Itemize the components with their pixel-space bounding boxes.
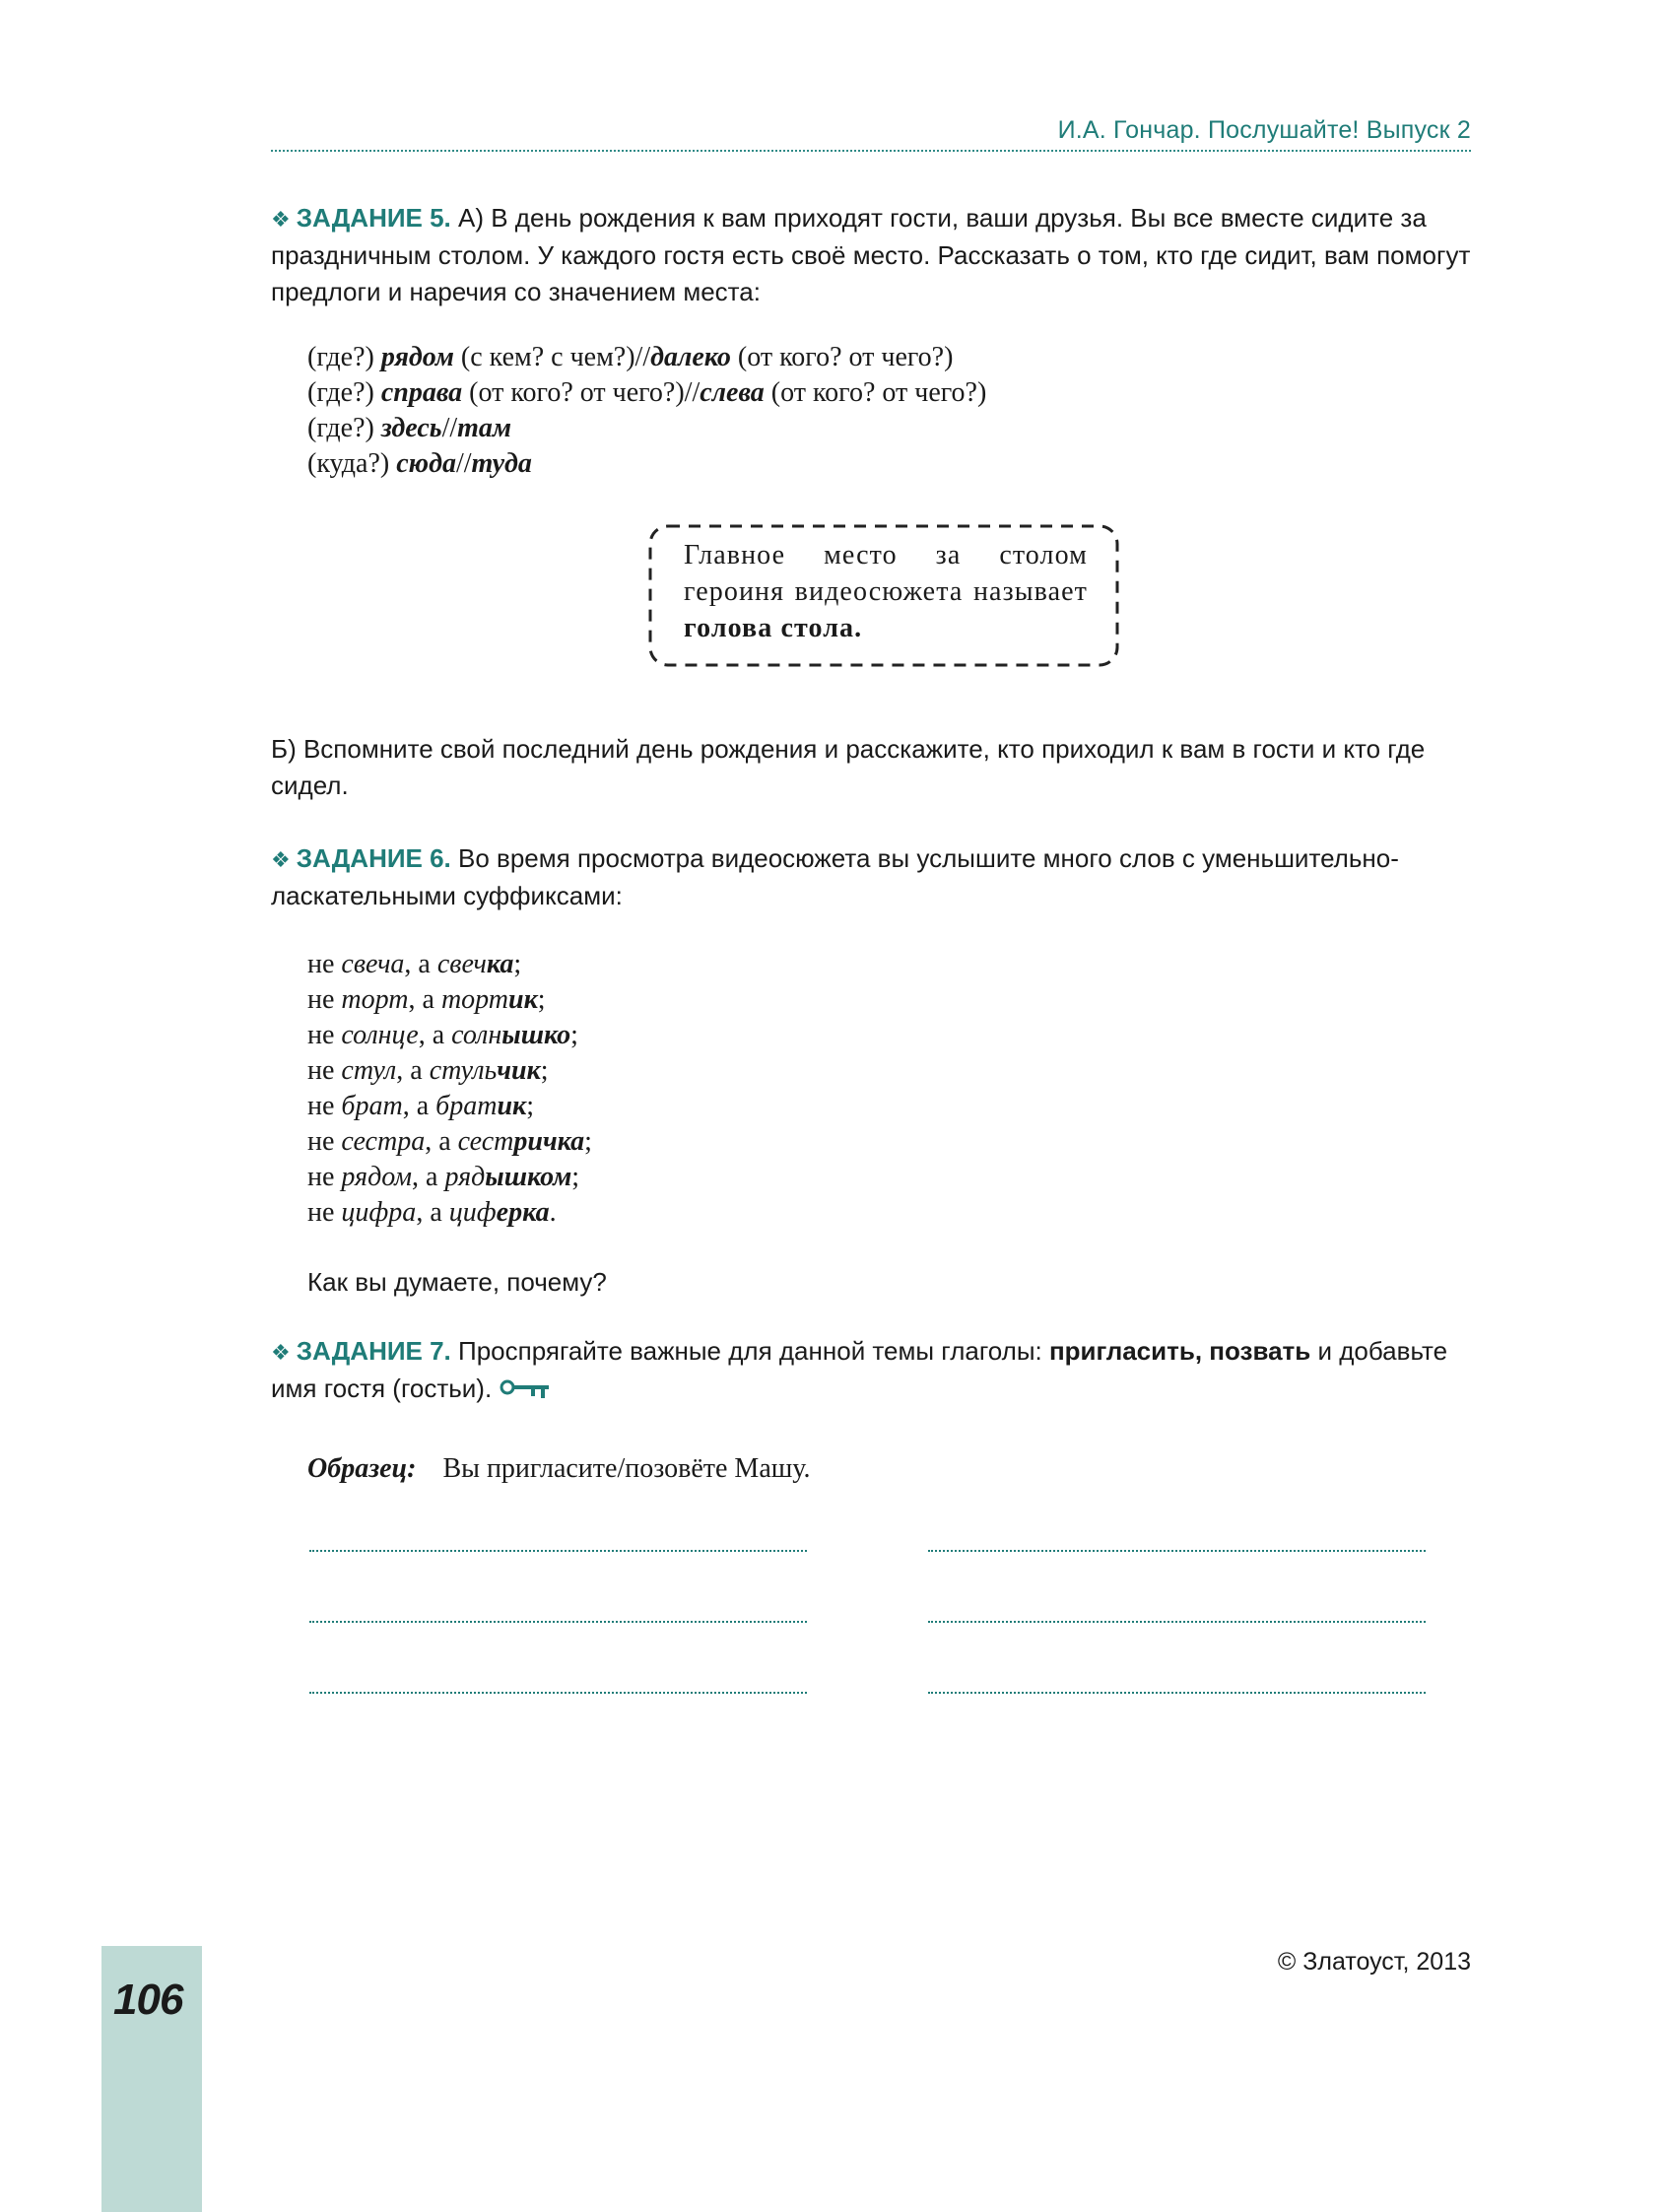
answer-line[interactable] (309, 1692, 807, 1694)
diminutive-suffix: ерка (496, 1197, 550, 1228)
conjunction: , а (416, 1197, 449, 1228)
base-word: брат (341, 1091, 403, 1121)
diminutive-stem: стуль (429, 1055, 498, 1086)
adverb-word: рядом (380, 342, 454, 372)
diamond-bullet-icon: ❖ (271, 207, 291, 232)
answer-line[interactable] (309, 1621, 807, 1623)
task7-text-before: Проспрягайте важные для данной темы глаголы: (450, 1336, 1049, 1366)
answer-line[interactable] (309, 1550, 807, 1552)
base-word: стул (341, 1055, 397, 1086)
negation: не (307, 1126, 342, 1157)
diminutive-stem: брат (435, 1091, 498, 1121)
note-text-bold: голова стола. (684, 613, 863, 643)
task7-sample (307, 1451, 1391, 1487)
diamond-bullet-icon: ❖ (271, 847, 291, 872)
task6-intro-text: Во время просмотра видеосюжета вы услышите много слов с уменьшительно-ласкательными суффиксами: (271, 843, 1399, 910)
adverb-line (307, 411, 1391, 446)
diminutive-suffix: чик (497, 1055, 541, 1086)
punctuation: ; (571, 1162, 580, 1192)
diminutive-stem: торт (440, 984, 509, 1015)
diminutive-suffix: ик (508, 984, 538, 1015)
conjunction: , а (402, 1091, 436, 1121)
punctuation: ; (526, 1091, 535, 1121)
adverb-word: справа (380, 377, 463, 408)
question-text: (от кого? от чего?) (730, 342, 954, 372)
base-word: цифра (341, 1197, 417, 1228)
adverb-line (307, 446, 1391, 482)
task5-part-b: Б) Вспомните свой последний день рождения и расскажите, кто приходил к вам в гости и кто где сидел. (271, 734, 1426, 800)
word-pair (307, 1018, 1096, 1053)
base-word: свеча (341, 949, 405, 979)
key-icon (500, 1373, 551, 1409)
question-text: // (455, 448, 472, 479)
diminutive-stem: циф (448, 1197, 497, 1228)
diamond-bullet-icon: ❖ (271, 1340, 291, 1365)
question-text: // (441, 413, 458, 443)
diminutive-stem: ряд (444, 1162, 486, 1192)
question-text: (где?) (307, 342, 381, 372)
word-pair (307, 1124, 1096, 1160)
word-pair (307, 982, 1096, 1018)
diminutive-suffix: ик (497, 1091, 527, 1121)
adverb-word: далеко (650, 342, 731, 372)
question-text: (от кого? от чего?) (764, 377, 987, 408)
copyright: © Златоуст, 2013 (1277, 1948, 1471, 1976)
question-text: (от кого? от чего?)// (462, 377, 701, 408)
diminutive-stem: свеч (436, 949, 487, 979)
page-number: 106 (113, 1976, 183, 2024)
task7-text-after: и добавьте имя гостя (гостьи). (271, 1336, 1448, 1403)
diminutive-suffix: ышко (501, 1020, 571, 1050)
adverb-line (307, 340, 1391, 375)
negation: не (307, 1091, 342, 1121)
task6-question: Как вы думаете, почему? (307, 1267, 607, 1297)
adverb-word: сюда (396, 448, 456, 479)
diminutive-stem: сест (457, 1126, 514, 1157)
conjunction: , а (412, 1162, 445, 1192)
conjunction: , а (404, 949, 437, 979)
word-pair (307, 947, 1096, 982)
note-text (684, 537, 1088, 646)
negation: не (307, 949, 342, 979)
adverb-word: туда (471, 448, 532, 479)
diminutive-stem: солн (451, 1020, 502, 1050)
answer-line[interactable] (928, 1550, 1426, 1552)
word-pair (307, 1160, 1096, 1195)
negation: не (307, 1162, 342, 1192)
task7-label: ЗАДАНИЕ 7. (296, 1336, 451, 1366)
task5-label: ЗАДАНИЕ 5. (296, 203, 451, 233)
answer-line[interactable] (928, 1692, 1426, 1694)
negation: не (307, 984, 342, 1015)
question-text: (куда?) (307, 448, 397, 479)
adverb-word: там (457, 413, 512, 443)
task7-verbs: пригласить, позвать (1048, 1336, 1311, 1366)
conjunction: , а (396, 1055, 430, 1086)
task6-word-list (307, 947, 1096, 1231)
punctuation: ; (540, 1055, 549, 1086)
punctuation: . (549, 1197, 557, 1228)
diminutive-suffix: ричка (513, 1126, 585, 1157)
sample-text: Вы пригласите/позовёте Машу. (442, 1453, 811, 1484)
task5-adverb-list (307, 340, 1391, 482)
adverb-word: здесь (380, 413, 442, 443)
punctuation: ; (513, 949, 522, 979)
running-header: И.А. Гончар. Послушайте! Выпуск 2 (1057, 116, 1471, 144)
conjunction: , а (425, 1126, 458, 1157)
task6-label: ЗАДАНИЕ 6. (296, 843, 451, 873)
question-text: (где?) (307, 413, 381, 443)
negation: не (307, 1197, 342, 1228)
base-word: торт (341, 984, 409, 1015)
adverb-line (307, 375, 1391, 411)
note-text-body: Главное место за столом героиня видеосюжета называет (684, 540, 1088, 607)
task7-intro (271, 1333, 1473, 1409)
negation: не (307, 1020, 342, 1050)
question-text: (где?) (307, 377, 381, 408)
base-word: рядом (341, 1162, 413, 1192)
punctuation: ; (537, 984, 546, 1015)
word-pair (307, 1089, 1096, 1124)
sample-label: Образец: (307, 1453, 417, 1484)
base-word: сестра (341, 1126, 426, 1157)
base-word: солнце (341, 1020, 419, 1050)
task6-intro (271, 840, 1473, 914)
diminutive-suffix: ышком (485, 1162, 572, 1192)
answer-line[interactable] (928, 1621, 1426, 1623)
header-divider (271, 150, 1471, 152)
task5-intro (271, 200, 1473, 310)
question-text: (с кем? с чем?)// (453, 342, 651, 372)
punctuation: ; (570, 1020, 578, 1050)
adverb-word: слева (700, 377, 765, 408)
word-pair (307, 1195, 1096, 1231)
conjunction: , а (418, 1020, 452, 1050)
diminutive-suffix: ка (486, 949, 514, 979)
word-pair (307, 1053, 1096, 1089)
note-box (648, 524, 1119, 667)
punctuation: ; (584, 1126, 592, 1157)
conjunction: , а (408, 984, 441, 1015)
task5-intro-text: А) В день рождения к вам приходят гости, ваши друзья. Вы все вместе сидите за праздничным столом. У каждого гостя есть своё место. Рассказать о том, кто где сидит, вам помогут предлоги и наречия со значением места: (271, 203, 1471, 306)
negation: не (307, 1055, 342, 1086)
